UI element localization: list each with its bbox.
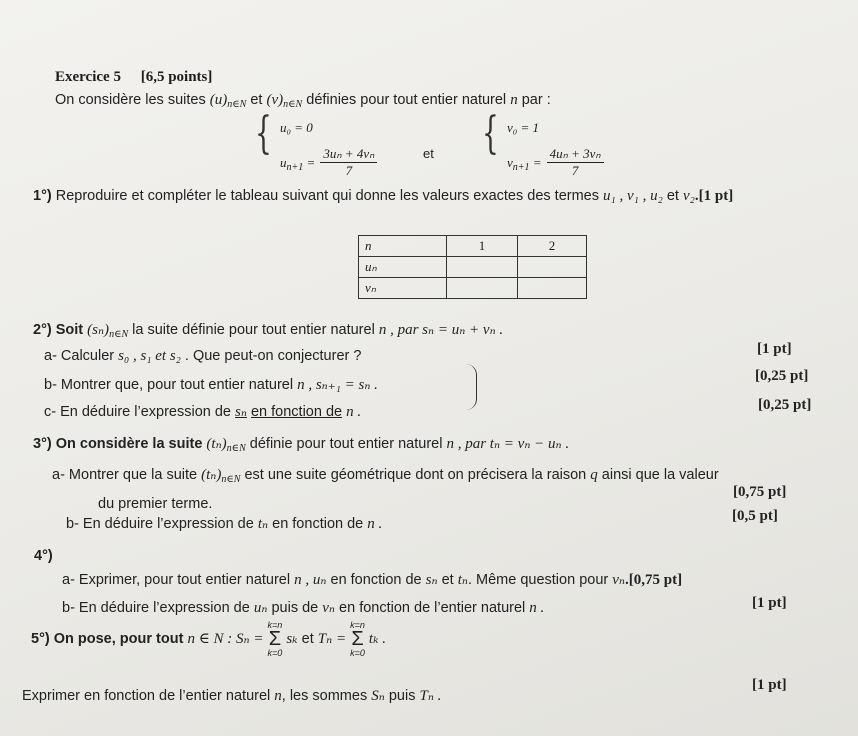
question-2c <box>44 402 361 421</box>
table-header-n: n <box>359 236 447 257</box>
q3-definition: n , par tₙ = vₙ − uₙ . <box>446 436 570 452</box>
q5-math1: n ∈ N : Sₙ = <box>187 630 264 647</box>
q3b-points: [0,5 pt] <box>732 508 778 524</box>
q4a-math3: tₙ <box>457 572 468 588</box>
q3-label: 3°) On considère la suite <box>33 436 203 452</box>
q3b-rest: en fonction de <box>272 516 364 532</box>
question-5b <box>22 686 441 705</box>
q2a-text: a- Calculer <box>44 348 115 364</box>
table-header-row <box>359 236 587 257</box>
question-4a <box>62 570 682 589</box>
t-sequence: $(t_n)_{n\in N}$ <box>206 436 246 454</box>
intro-text-2: définies pour tout entier naturel <box>306 92 507 108</box>
q2a-points: [1 pt] <box>757 341 792 357</box>
sum-symbol: k=n Σ k=0 <box>350 620 365 658</box>
q5-term1: sₖ <box>286 630 298 647</box>
question-5 <box>31 620 386 658</box>
q3b-n: n . <box>367 516 383 532</box>
q5-term2: tₖ . <box>368 630 387 647</box>
q4a-et: et <box>441 572 454 588</box>
brace-u: { <box>255 108 272 159</box>
question-2 <box>33 320 503 340</box>
q1-et: et <box>666 188 679 204</box>
q1-text: Reproduire et compléter le tableau suivant qui donne les valeurs exactes des termes <box>55 188 599 204</box>
question-3b <box>66 514 382 533</box>
values-table <box>358 235 587 299</box>
q4a-math2: sₙ <box>425 572 438 588</box>
q4b-mid: puis de <box>271 600 319 616</box>
brace-v: { <box>482 108 499 159</box>
table-row-v <box>359 278 587 299</box>
intro-text: On considère les suites <box>55 92 206 108</box>
q4b-math1: uₙ <box>253 600 268 616</box>
table-header-2: 2 <box>518 236 587 257</box>
question-3a-line1 <box>52 465 719 485</box>
u0-def: u₀ = 0 <box>280 120 313 135</box>
intro-par: par : <box>521 92 551 108</box>
exercise-points: [6,5 points] <box>140 69 213 85</box>
q4a-points: .[0,75 pt] <box>625 572 683 588</box>
q5-et: et <box>301 630 314 647</box>
q3-text: définie pour tout entier naturel <box>249 436 443 452</box>
q5b-rest: , les sommes <box>281 688 368 704</box>
q2b-text: b- Montrer que, pour tout entier naturel <box>44 377 294 393</box>
u-sequence: $(u)_{n\in N}$ <box>209 92 247 110</box>
q2-label: 2°) Soit <box>33 322 84 338</box>
u-recurrence: $u_{n+1}$ = $\frac{\text{3uₙ + 4vₙ}}{7}$ <box>280 146 377 179</box>
q1-terms: u₁ , v₁ , u₂ <box>603 188 663 204</box>
table-header-1: 1 <box>447 236 518 257</box>
q2c-rest: en fonction de <box>250 404 343 420</box>
q1-label: 1°) <box>33 188 52 204</box>
q3a-text-3: ainsi que la valeur <box>601 467 719 483</box>
table-cell <box>447 278 518 299</box>
question-4b <box>62 598 544 617</box>
q2b-math: n , sₙ₊₁ = sₙ . <box>297 377 378 393</box>
table-cell <box>518 278 587 299</box>
q5b-text: Exprimer en fonction de l’entier naturel <box>22 688 271 704</box>
q3a-text: a- Montrer que la suite <box>52 467 198 483</box>
intro-et: et <box>250 92 263 108</box>
q3b-math: tₙ <box>257 516 269 532</box>
q2-definition: n , par sₙ = uₙ + vₙ . <box>378 322 504 338</box>
q3a-line2: du premier terme. <box>98 496 213 512</box>
q2c-math: sₙ <box>235 404 247 420</box>
q4b-points: [1 pt] <box>752 595 787 611</box>
exercise-number: Exercice 5 <box>55 69 121 85</box>
table-row-u <box>359 257 587 278</box>
q2a-rest: . Que peut-on conjecturer ? <box>184 348 362 364</box>
q5b-puis: puis <box>388 688 416 704</box>
q4b-math2: vₙ <box>322 600 336 616</box>
question-2b <box>44 375 378 394</box>
q1-points: .[1 pt] <box>694 188 734 204</box>
bracket-mark <box>466 364 477 410</box>
q3a-text-2: est une suite géométrique dont on précisera la raison <box>244 467 587 483</box>
table-cell <box>447 257 518 278</box>
table-row-label: vₙ <box>359 278 447 299</box>
q2a-terms: s₀ , s₁ et s₂ <box>118 348 181 364</box>
question-2a <box>44 348 361 365</box>
q5-math2: Tₙ = <box>317 630 347 647</box>
s-sequence: $(s_n)_{n\in N}$ <box>87 322 129 340</box>
q1-last-term: v₂ <box>682 188 695 204</box>
v-sequence: $(v)_{n\in N}$ <box>266 92 303 110</box>
exercise-title <box>55 69 212 86</box>
q5b-T: Tₙ . <box>419 688 442 704</box>
intro-line <box>55 92 551 110</box>
q3a-q: q <box>590 467 598 483</box>
q4b-rest: en fonction de l’entier naturel <box>339 600 526 616</box>
q5b-points: [1 pt] <box>752 677 787 693</box>
q4a-math4: vₙ <box>612 572 625 588</box>
q2-text: la suite définie pour tout entier naturel <box>132 322 375 338</box>
q4b-n: n . <box>529 600 545 616</box>
q2c-points: [0,25 pt] <box>758 397 812 413</box>
q5-label: 5°) On pose, pour tout <box>31 630 184 647</box>
question-3 <box>33 434 569 454</box>
question-1 <box>33 188 733 205</box>
q3a-seq: $(t_n)_{n\in N}$ <box>201 467 241 485</box>
table-cell <box>518 257 587 278</box>
q5b-S: Sₙ <box>371 688 385 704</box>
q2b-points: [0,25 pt] <box>755 368 809 384</box>
sum-symbol: k=n Σ k=0 <box>267 620 283 658</box>
q4a-math1: n , uₙ <box>294 572 327 588</box>
table-row-label: uₙ <box>359 257 447 278</box>
q4a-text: a- Exprimer, pour tout entier naturel <box>62 572 291 588</box>
q4-label: 4°) <box>34 548 53 564</box>
q2c-n: n . <box>346 404 362 420</box>
v-recurrence: $v_{n+1}$ = $\frac{\text{4uₙ + 3vₙ}}{7}$ <box>507 146 604 179</box>
q4a-rest: . Même question pour <box>467 572 609 588</box>
q5b-n: n <box>274 688 282 704</box>
q4a-mid: en fonction de <box>330 572 422 588</box>
system-et: et <box>423 146 434 161</box>
intro-n: n <box>510 92 518 108</box>
q2c-text: c- En déduire l’expression de <box>44 404 231 420</box>
q3a-points: [0,75 pt] <box>733 484 787 500</box>
v0-def: v₀ = 1 <box>507 120 540 135</box>
q3b-text: b- En déduire l’expression de <box>66 516 254 532</box>
q4b-text: b- En déduire l’expression de <box>62 600 250 616</box>
